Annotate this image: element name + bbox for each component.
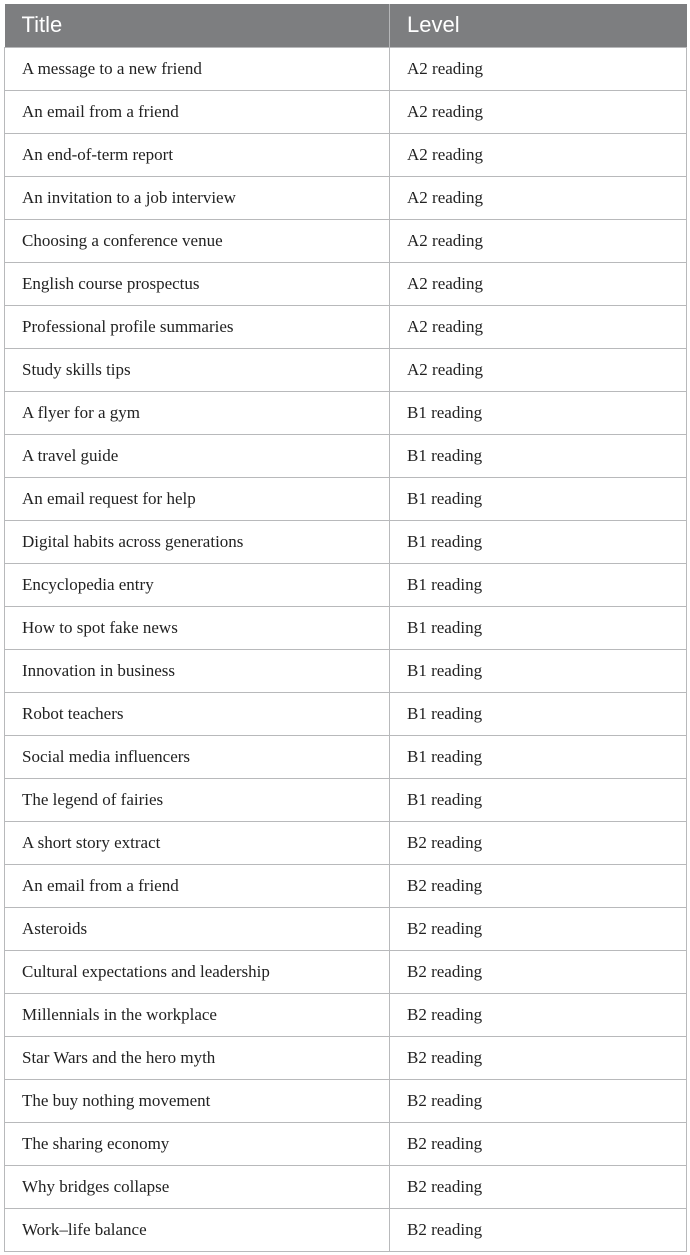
cell-level: B2 reading — [390, 1036, 687, 1079]
table-row — [5, 520, 687, 563]
cell-title: Innovation in business — [5, 649, 390, 692]
cell-title: A message to a new friend — [5, 47, 390, 90]
cell-title: The sharing economy — [5, 1122, 390, 1165]
cell-level: B2 reading — [390, 1165, 687, 1208]
table-row — [5, 1079, 687, 1122]
cell-title: An end-of-term report — [5, 133, 390, 176]
table-row — [5, 47, 687, 90]
cell-title: The legend of fairies — [5, 778, 390, 821]
table-row — [5, 864, 687, 907]
table-row — [5, 606, 687, 649]
cell-title: An email from a friend — [5, 864, 390, 907]
cell-title: The buy nothing movement — [5, 1079, 390, 1122]
cell-level: B1 reading — [390, 735, 687, 778]
table-row — [5, 563, 687, 606]
column-header-title: Title — [5, 4, 390, 47]
cell-title: Asteroids — [5, 907, 390, 950]
cell-title: Work–life balance — [5, 1208, 390, 1251]
table-row — [5, 993, 687, 1036]
cell-level: A2 reading — [390, 348, 687, 391]
cell-title: English course prospectus — [5, 262, 390, 305]
table-row — [5, 176, 687, 219]
cell-title: Why bridges collapse — [5, 1165, 390, 1208]
cell-level: A2 reading — [390, 133, 687, 176]
cell-title: Choosing a conference venue — [5, 219, 390, 262]
cell-title: Study skills tips — [5, 348, 390, 391]
cell-level: B2 reading — [390, 950, 687, 993]
cell-level: B1 reading — [390, 649, 687, 692]
cell-level: A2 reading — [390, 90, 687, 133]
column-header-level: Level — [390, 4, 687, 47]
table-row — [5, 950, 687, 993]
cell-title: How to spot fake news — [5, 606, 390, 649]
table-row — [5, 1208, 687, 1251]
table-row — [5, 305, 687, 348]
table-row — [5, 1122, 687, 1165]
cell-level: B1 reading — [390, 434, 687, 477]
table-header — [5, 4, 687, 47]
table-row — [5, 262, 687, 305]
cell-level: B1 reading — [390, 391, 687, 434]
cell-title: Social media influencers — [5, 735, 390, 778]
cell-level: B1 reading — [390, 692, 687, 735]
cell-level: A2 reading — [390, 176, 687, 219]
cell-level: A2 reading — [390, 219, 687, 262]
cell-title: A travel guide — [5, 434, 390, 477]
cell-level: B1 reading — [390, 606, 687, 649]
table-row — [5, 477, 687, 520]
header-row — [5, 4, 687, 47]
cell-title: Star Wars and the hero myth — [5, 1036, 390, 1079]
cell-title: Professional profile summaries — [5, 305, 390, 348]
table-row — [5, 434, 687, 477]
cell-title: Millennials in the workplace — [5, 993, 390, 1036]
table-row — [5, 821, 687, 864]
table-row — [5, 735, 687, 778]
cell-title: Robot teachers — [5, 692, 390, 735]
cell-title: Cultural expectations and leadership — [5, 950, 390, 993]
cell-level: A2 reading — [390, 47, 687, 90]
cell-level: B2 reading — [390, 993, 687, 1036]
cell-level: B2 reading — [390, 907, 687, 950]
cell-title: A short story extract — [5, 821, 390, 864]
table-row — [5, 907, 687, 950]
cell-level: B2 reading — [390, 1122, 687, 1165]
cell-level: B1 reading — [390, 778, 687, 821]
table-body — [5, 47, 687, 1251]
cell-title: A flyer for a gym — [5, 391, 390, 434]
cell-level: B1 reading — [390, 563, 687, 606]
table-row — [5, 649, 687, 692]
cell-title: An invitation to a job interview — [5, 176, 390, 219]
cell-level: A2 reading — [390, 305, 687, 348]
cell-title: Digital habits across generations — [5, 520, 390, 563]
table-row — [5, 692, 687, 735]
cell-level: A2 reading — [390, 262, 687, 305]
table-row — [5, 133, 687, 176]
table-row — [5, 219, 687, 262]
table-row — [5, 90, 687, 133]
cell-level: B1 reading — [390, 520, 687, 563]
table-row — [5, 391, 687, 434]
cell-title: An email from a friend — [5, 90, 390, 133]
cell-level: B2 reading — [390, 1079, 687, 1122]
cell-level: B2 reading — [390, 821, 687, 864]
cell-level: B1 reading — [390, 477, 687, 520]
cell-level: B2 reading — [390, 1208, 687, 1251]
table-row — [5, 348, 687, 391]
cell-title: Encyclopedia entry — [5, 563, 390, 606]
cell-title: An email request for help — [5, 477, 390, 520]
table-row — [5, 1036, 687, 1079]
table-row — [5, 1165, 687, 1208]
reading-titles-table — [4, 4, 687, 1252]
cell-level: B2 reading — [390, 864, 687, 907]
table-row — [5, 778, 687, 821]
